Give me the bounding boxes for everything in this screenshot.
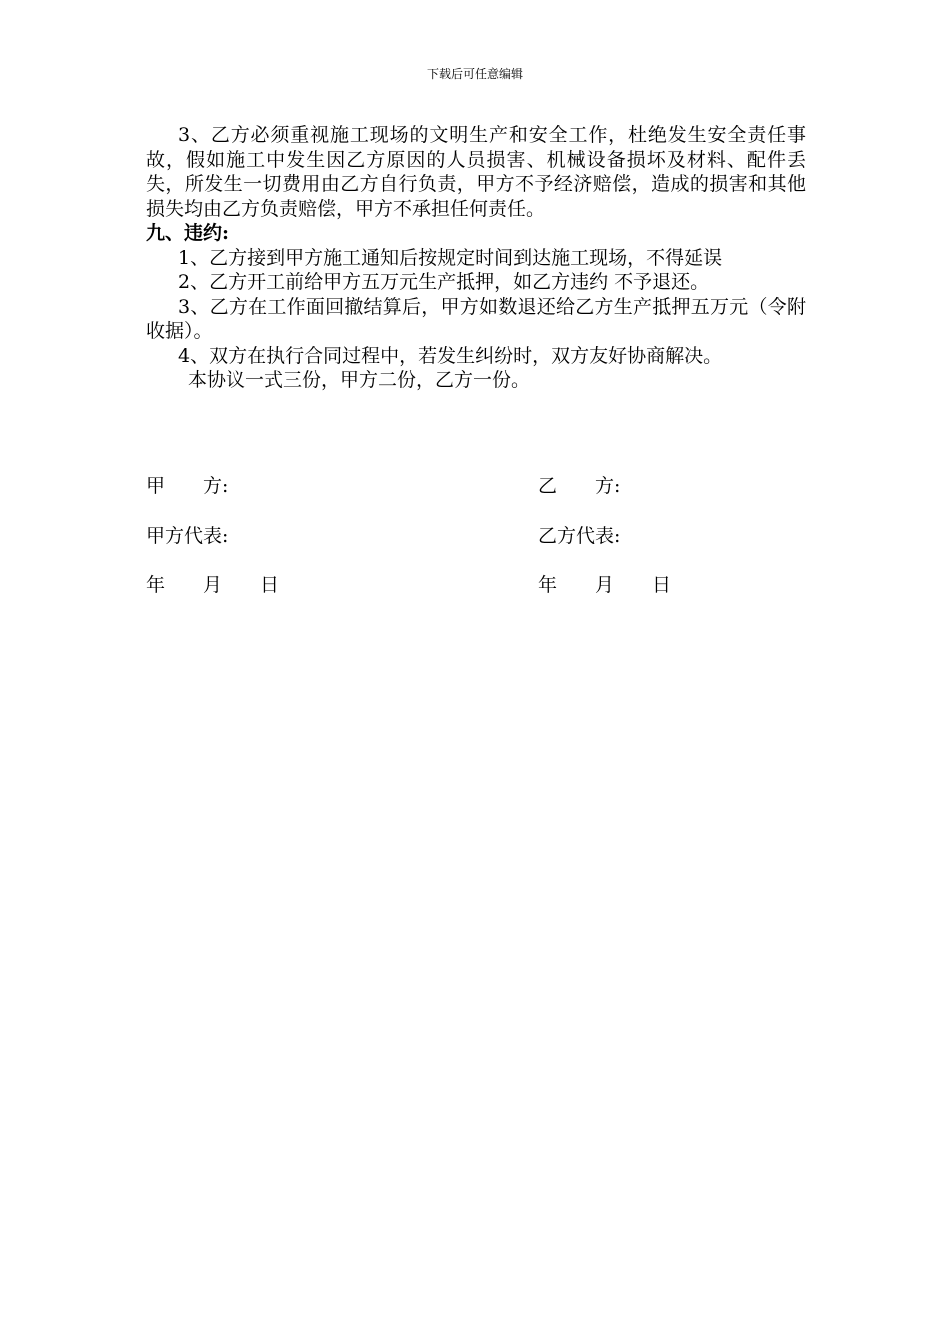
contract-body xyxy=(146,123,806,393)
section-9-heading: 九、违约: xyxy=(146,222,230,244)
breach-clause-4: 4、双方在执行合同过程中，若发生纠纷时，双方友好协商解决。 xyxy=(178,344,723,367)
page-header: 下载后可任意编辑 xyxy=(426,67,523,81)
signature-row-party xyxy=(146,474,806,498)
breach-clause-3: 3、乙方在工作面回撤结算后，甲方如数退还给乙方生产抵押五万元（令附收据）。 xyxy=(146,295,806,342)
clause-3-paragraph: 3、乙方必须重视施工现场的文明生产和安全工作，杜绝发生安全责任事故，假如施工中发生因乙方原因的人员损害、机械设备损坏及材料、配件丢失，所发生一切费用由乙方自行负责，甲方不予经济赔偿，造成的损害和其他损失均由乙方负责赔偿，甲方不承担任何责任。 xyxy=(146,124,806,220)
party-a-representative-label: 甲方代表: xyxy=(146,525,229,547)
party-b-representative-label: 乙方代表: xyxy=(538,525,621,547)
copies-statement: 本协议一式三份，甲方二份，乙方一份。 xyxy=(188,369,531,391)
breach-clause-2: 2、乙方开工前给甲方五万元生产抵押，如乙方违约 不予退还。 xyxy=(178,271,710,293)
party-a-date-label: 年 月 日 xyxy=(146,574,280,596)
breach-clause-1: 1、乙方接到甲方施工通知后按规定时间到达施工现场，不得延误 xyxy=(178,246,723,269)
signature-row-date xyxy=(146,573,806,597)
party-a-label: 甲 方: xyxy=(146,475,229,497)
party-b-date-label: 年 月 日 xyxy=(538,574,672,596)
signature-row-representative xyxy=(146,524,806,548)
party-b-label: 乙 方: xyxy=(538,475,621,497)
